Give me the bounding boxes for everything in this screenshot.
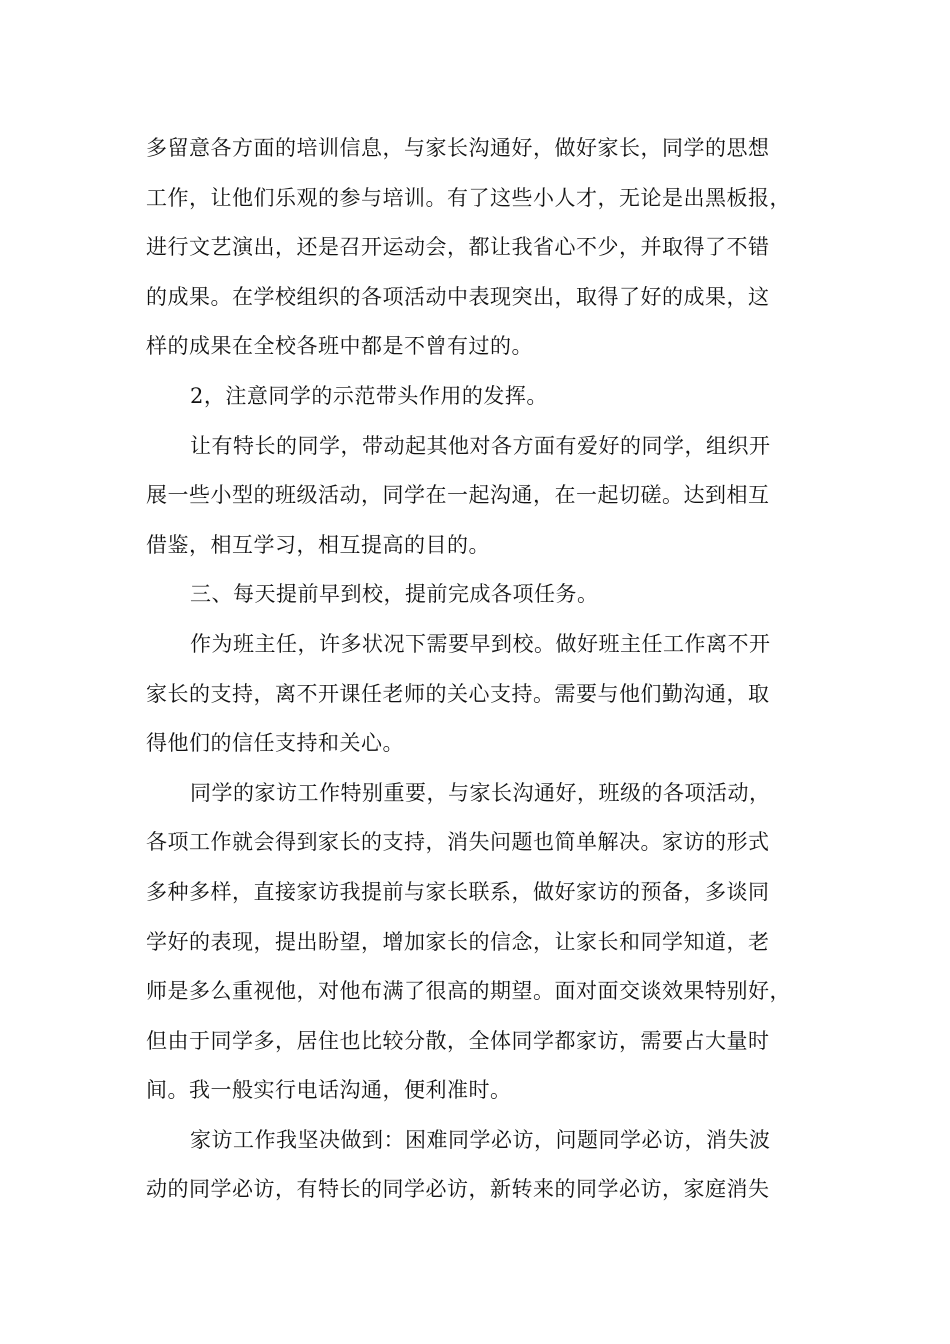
text-line: 家长的支持，离不开课任老师的关心支持。需要与他们勤沟通，取 [146,681,770,706]
paragraph-start: 让有特长的同学，带动起其他对各方面有爱好的同学，组织开 [190,433,771,458]
body-text [146,124,816,1215]
text-line: 的成果。在学校组织的各项活动中表现突出，取得了好的成果，这 [146,284,770,309]
section-heading: 三、每天提前早到校，提前完成各项任务。 [190,582,599,607]
text-line: 但由于同学多，居住也比较分散，全体同学都家访，需要占大量时 [146,1028,770,1053]
text-line: 进行文艺演出，还是召开运动会，都让我省心不少，并取得了不错 [146,235,770,260]
text-line: 师是多么重视他，对他布满了很高的期望。面对面交谈效果特别好， [146,979,791,1004]
paragraph-start: 家访工作我坚决做到：困难同学必访，问题同学必访，消失波 [190,1127,771,1152]
text-line: 多种多样，直接家访我提前与家长联系，做好家访的预备，多谈同 [146,879,770,904]
text-line: 多留意各方面的培训信息，与家长沟通好，做好家长，同学的思想 [146,136,770,160]
section-heading: 2，注意同学的示范带头作用的发挥。 [190,383,548,408]
text-line: 展一些小型的班级活动，同学在一起沟通，在一起切磋。达到相互 [146,483,770,508]
text-line: 工作，让他们乐观的参与培训。有了这些小人才，无论是出黑板报， [146,185,791,210]
text-line: 动的同学必访，有特长的同学必访，新转来的同学必访，家庭消失 [146,1177,770,1202]
text-line: 得他们的信任支持和关心。 [146,731,404,756]
paragraph-start: 作为班主任，许多状况下需要早到校。做好班主任工作离不开 [190,631,771,656]
text-line: 借鉴，相互学习，相互提高的目的。 [146,532,490,557]
text-line: 各项工作就会得到家长的支持，消失问题也简单解决。家访的形式 [146,830,770,855]
text-line: 样的成果在全校各班中都是不曾有过的。 [146,334,533,359]
paragraph-start: 同学的家访工作特别重要，与家长沟通好，班级的各项活动， [190,780,771,805]
text-line: 学好的表现，提出盼望，增加家长的信念，让家长和同学知道，老 [146,929,770,954]
text-line: 间。我一般实行电话沟通，便利准时。 [146,1078,512,1103]
